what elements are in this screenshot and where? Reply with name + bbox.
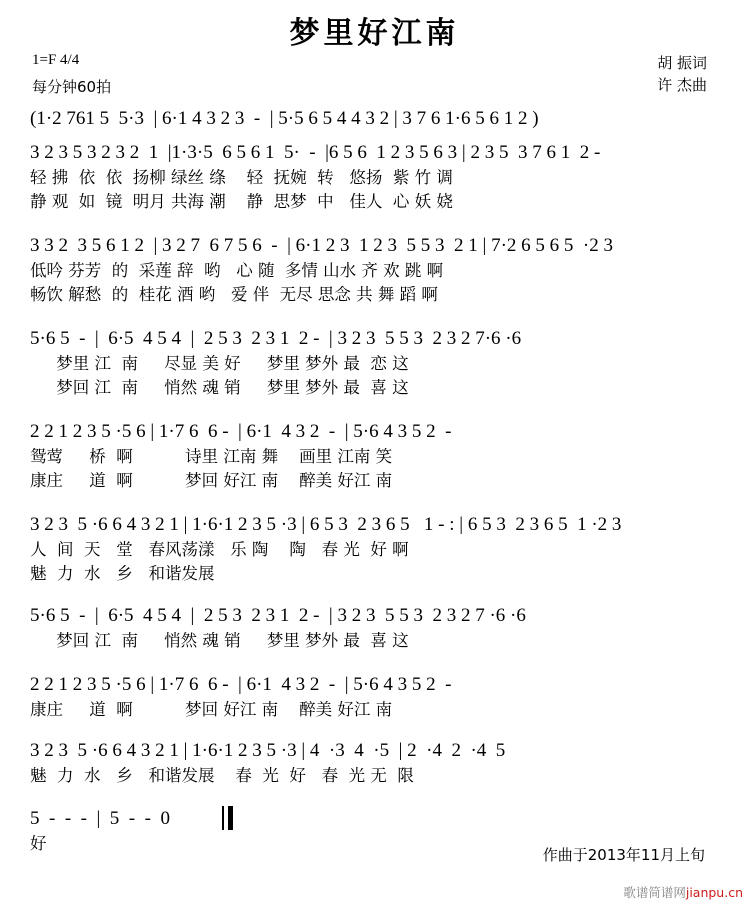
lyric-row-verse1: 低吟 芬芳 的 采莲 辞 哟 心 随 多情 山水 齐 欢 跳 啊	[30, 261, 444, 280]
notation-row: 3 2 3 5 ·6 6 4 3 2 1 | 1·6·1 2 3 5 ·3 | 6 5 3 2 3 6 5 1 - : | 6 5 3 2 3 6 5 1 ·2 3	[30, 514, 622, 535]
lyric-row-verse2: 畅饮 解愁 的 桂花 酒 哟 爱 伴 无尽 思念 共 舞 蹈 啊	[30, 285, 438, 304]
score-line-9	[30, 738, 720, 788]
lyric-row-verse2: 静 观 如 镜 明月 共海 潮 静 思梦 中 佳人 心 妖 娆	[30, 192, 453, 211]
lyric-row-verse1: 梦回 江 南 悄然 魂 销 梦里 梦外 最 喜 这	[30, 631, 409, 650]
key-signature: 1=F 4/4	[32, 52, 80, 68]
tempo-marking: 每分钟60拍	[32, 78, 112, 96]
final-barline-thick	[228, 806, 233, 830]
lyric-row-verse1: 轻 拂 依 依 扬柳 绿丝 绦 轻 抚婉 转 悠扬 紫 竹 调	[30, 168, 453, 187]
notation-row: 3 3 2 3 5 6 1 2 | 3 2 7 6 7 5 6 - | 6·1 2 3 1 2 3 5 5 3 2 1 | 7·2 6 5 6 5 ·2 3	[30, 235, 613, 256]
score-line-4	[30, 326, 720, 400]
notation-row: (1·2 761 5 5·3 | 6·1 4 3 2 3 - | 5·5 6 5 4 4 3 2 | 3 7 6 1·6 5 6 1 2 )	[30, 108, 539, 129]
site-watermark	[623, 883, 743, 901]
final-barline-thin	[222, 806, 224, 830]
notation-row: 5·6 5 - | 6·5 4 5 4 | 2 5 3 2 3 1 2 - | 3 2 3 5 5 3 2 3 2 7·6 ·6	[30, 328, 522, 349]
page-title: 梦里好江南	[289, 16, 460, 51]
notation-row: 2 2 1 2 3 5 ·5 6 | 1·7 6 6 - | 6·1 4 3 2 - | 5·6 4 3 5 2 -	[30, 421, 452, 442]
lyricist-credit: 胡 振词	[657, 54, 707, 72]
notation-row: 3 2 3 5 3 2 3 2 1 |1·3·5 6 5 6 1 5· - |6 5 6 1 2 3 5 6 3 | 2 3 5 3 7 6 1 2 -	[30, 142, 601, 163]
lyric-row-verse2: 梦回 江 南 悄然 魂 销 梦里 梦外 最 喜 这	[30, 378, 409, 397]
score-line-1	[30, 106, 720, 132]
score-line-2	[30, 140, 720, 214]
lyric-row-verse1: 好	[30, 834, 47, 853]
notation-row: 5·6 5 - | 6·5 4 5 4 | 2 5 3 2 3 1 2 - | 3 2 3 5 5 3 2 3 2 7 ·6 ·6	[30, 605, 526, 626]
score-line-8	[30, 672, 720, 722]
lyric-row-verse2: 康庄 道 啊 梦回 好江 南 醉美 好江 南	[30, 471, 393, 490]
composer-credit: 许 杰曲	[657, 76, 707, 94]
watermark-url: jianpu.cn	[685, 885, 743, 900]
watermark-name: 歌谱简谱网	[623, 885, 686, 900]
lyric-row-verse1: 魅 力 水 乡 和谐发展 春 光 好 春 光 无 限	[30, 766, 414, 785]
notation-row: 3 2 3 5 ·6 6 4 3 2 1 | 1·6·1 2 3 5 ·3 | 4 ·3 4 ·5 | 2 ·4 2 ·4 5	[30, 740, 506, 761]
notation-row: 2 2 1 2 3 5 ·5 6 | 1·7 6 6 - | 6·1 4 3 2 - | 5·6 4 3 5 2 -	[30, 674, 452, 695]
lyric-row-verse1: 人 间 天 堂 春风荡漾 乐 陶 陶 春 光 好 啊	[30, 540, 409, 559]
score-line-3	[30, 233, 720, 307]
score-line-7	[30, 603, 720, 653]
score-line-6	[30, 512, 720, 586]
lyric-row-verse1: 康庄 道 啊 梦回 好江 南 醉美 好江 南	[30, 700, 393, 719]
composition-date: 作曲于2013年11月上旬	[542, 846, 705, 864]
score-line-5	[30, 419, 720, 493]
lyric-row-verse1: 鸳莺 桥 啊 诗里 江南 舞 画里 江南 笑	[30, 447, 393, 466]
notation-row: 5 - - - | 5 - - 0	[30, 808, 170, 829]
lyric-row-verse2: 魅 力 水 乡 和谐发展	[30, 564, 215, 583]
lyric-row-verse1: 梦里 江 南 尽显 美 好 梦里 梦外 最 恋 这	[30, 354, 409, 373]
